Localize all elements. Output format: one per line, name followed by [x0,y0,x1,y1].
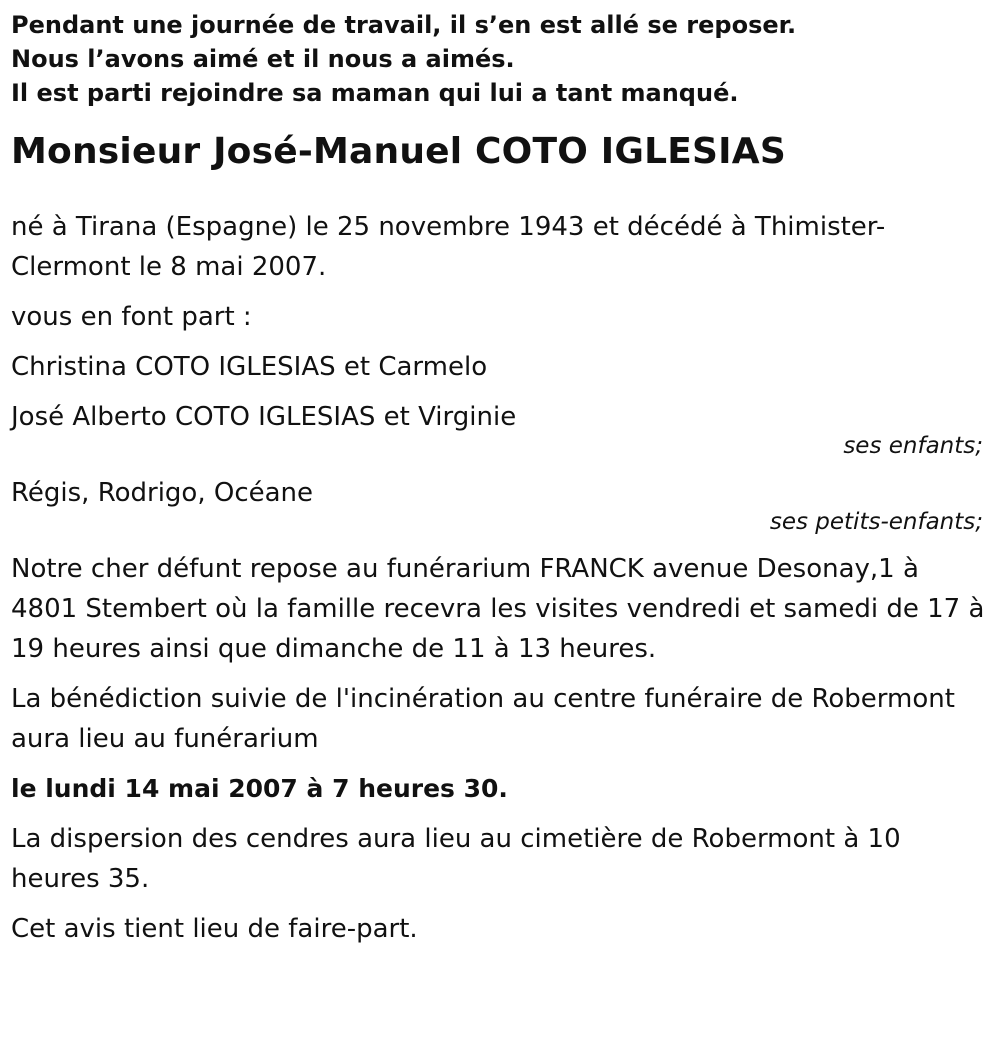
epigraph-line: Il est parti rejoindre sa maman qui lui a tant manqué. [11,79,739,107]
grandchildren-relation-label: ses petits-enfants; [769,509,983,535]
child-entry: Christina COTO IGLESIAS et Carmelo [11,352,488,382]
epigraph [11,8,991,110]
epigraph-line: Nous l’avons aimé et il nous a aimés. [11,45,515,73]
closing-statement: Cet avis tient lieu de faire-part. [11,914,418,944]
ceremony-date: le lundi 14 mai 2007 à 7 heures 30. [11,774,508,803]
announcement-intro: vous en font part : [11,302,252,332]
grandchildren-entry: Régis, Rodrigo, Océane [11,478,314,508]
children-relation-label: ses enfants; [843,433,983,459]
ashes-dispersal-details: La dispersion des cendres aura lieu au cimetière de Robermont à 10 heures 35. [11,824,901,894]
child-entry: José Alberto COTO IGLESIAS et Virginie [11,402,517,432]
birth-death-statement: né à Tirana (Espagne) le 25 novembre 1943 et décédé à Thimister-Clermont le 8 mai 2007. [11,212,886,282]
ceremony-details: La bénédiction suivie de l'incinération au centre funéraire de Robermont aura lieu au funérarium [11,684,955,754]
epigraph-line: Pendant une journée de travail, il s’en est allé se reposer. [11,11,797,39]
visitation-details: Notre cher défunt repose au funérarium FRANCK avenue Desonay,1 à 4801 Stembert où la famille recevra les visites vendredi et samedi de 17 à 19 heures ainsi que dimanche de 11 à 13 heures. [11,554,985,664]
obituary-notice [11,8,991,959]
deceased-name-title: Monsieur José-Manuel COTO IGLESIAS [11,131,786,172]
